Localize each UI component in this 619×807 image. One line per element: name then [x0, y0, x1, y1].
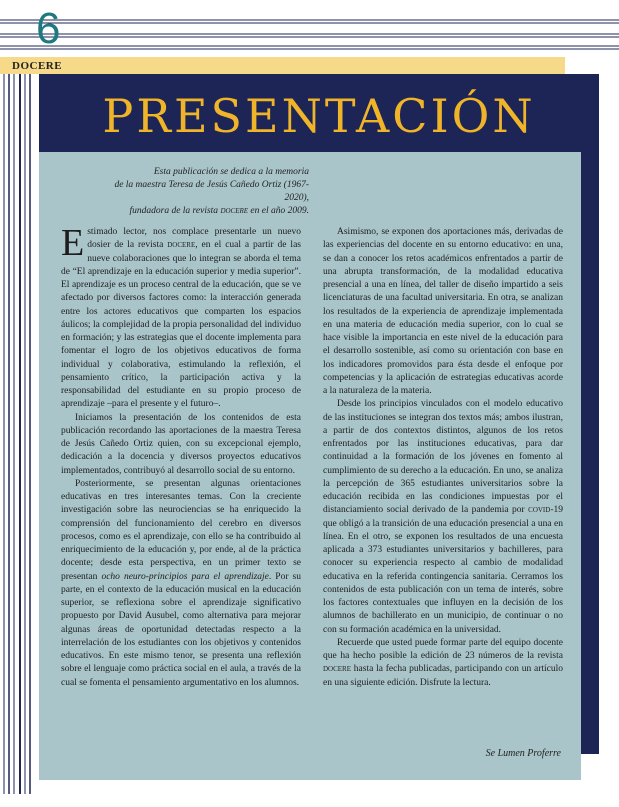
header-band: [0, 57, 565, 74]
paragraph-text: Recuerde que usted puede formar parte del equipo docente que ha hecho posible la edición de 23 números de la revista: [323, 637, 563, 661]
magazine-name-inline: docere: [167, 240, 196, 251]
magazine-name: DOCERE: [12, 60, 63, 72]
signature-motto: Se Lumen Proferre: [485, 748, 561, 759]
paragraph-text: . Por su parte, en el contexto de la educación musical en la educación superior, se reflexiona sobre el aprendizaje significativo propuesto por David Ausubel, como alternativa para mejorar algunas áreas de oportunidad detectadas respecto a la interrelación de los estudiantes con los objetivos y contenidos educativos. En este mismo tenor, se presenta una reflexión sobre el lenguaje como práctica social en el aula, a través de la cual se fomenta el pensamiento argumentativo en los alumnos.: [61, 571, 301, 688]
title-area: [39, 74, 599, 152]
article-body: [39, 152, 581, 780]
drop-cap: E: [61, 222, 85, 264]
italic-title: ocho neuro-principios para el aprendizaje: [101, 571, 269, 582]
header-rule-lines: [0, 0, 619, 60]
paragraph-tribute: Iniciamos la presentación de los contenidos de esta publicación recordando las aportaciones de la maestra Teresa de Jesús Cañedo Ortiz quien, con su excepcional ejemplo, dedicación a la docencia y diversos proyectos educativos implementados, contribuyó al desarrollo social de su entorno.: [61, 412, 301, 476]
magazine-name-inline: docere: [323, 664, 351, 675]
paragraph-text: Desde los principios vinculados con el modelo educativo de las instituciones se integran dos textos más; ambos ilustran, a partir de dos contextos distintos, algunos de los retos enfrentados por las instituciones educativas, para dar continuidad a la formación de los jóvenes en fomento al cumplimiento de su derecho a la educación. En uno, se analiza la percepción de 365 estudiantes universitarios sobre la educación recibida en las condiciones impuestas por el distanciamiento social derivado de la pandemia por: [323, 399, 563, 516]
dedication-line-3-a: fundadora de la revista: [129, 206, 221, 216]
left-column: [61, 222, 301, 690]
paragraph-institutions: [323, 398, 563, 637]
dedication-line-2: de la maestra Teresa de Jesús Cañedo Ortiz (1967-2020),: [114, 180, 309, 203]
dedication-line-3: [99, 205, 309, 218]
page-number: 6: [36, 4, 61, 53]
magazine-name-inline: docere: [220, 206, 249, 216]
paragraph-text: stimado lector, nos complace presentarle un nuevo dosier de la revista: [87, 227, 301, 251]
paragraph-text: -19 que obligó a la transición de una educación presencial a una en línea. En el otro, se exponen los resultados de una encuesta aplicada a 373 estudiantes universitarios y bachilleres, para conocer su experiencia respecto al cambio de modalidad educativa en la referida contingencia sanitaria. Cerramos los contenidos de esta publicación con un tema de interés, sobre los factores contextuales que influyen en la decisión de los alumnos de bachillerato en un municipio, de continuar o no con su formación académica en la universidad.: [323, 505, 563, 635]
page-title: PRESENTACIÓN: [102, 89, 536, 143]
left-decorative-bars: [0, 74, 40, 794]
dedication: [99, 166, 309, 218]
paragraph-text: , en el cual a partir de las nueve colaboraciones que lo integran se aborda el tema de “El aprendizaje en la educación superior y media superior”. El aprendizaje es un proceso central de la educación, que se ve afectado por diversos factores como: la interacción generada entre los actores educativos que comparten los espacios áulicos; la complejidad de la propia personalidad del individuo en formación; y las estrategias que el docente implementa para fomentar el logro de los objetivos educativos de forma individual y colaborativa, estimulando la reflexión, el pensamiento crítico, la participación activa y la responsabilidad del estudiante en su propio proceso de aprendizaje –para el presente y el futuro–.: [61, 240, 301, 410]
dedication-line-1: Esta publicación se dedica a la memoria: [153, 167, 309, 177]
dedication-line-3-b: en el año 2009.: [248, 206, 309, 216]
paragraph-text: Posteriormente, se presentan algunas orientaciones educativas en tres interesantes temas. Con la creciente investigación sobre las neurociencias se ha enriquecido la comprensión del funcionamiento del cerebro en diversos procesos, como es el aprendizaje, con ello se ha contribuido al enriquecimiento de la educación y, por ende, al de la práctica docente; desde esta perspectiva, en un primer texto se presentan: [61, 478, 301, 582]
paragraph-orientations: [61, 478, 301, 690]
paragraph-intro: [61, 222, 301, 412]
paragraph-text: hasta la fecha publicadas, participando con un artículo en una siguiente edición. Disfrute la lectura.: [323, 664, 563, 688]
paragraph-closing: [323, 637, 563, 690]
paragraph-contributions: Asimismo, se exponen dos aportaciones más, derivadas de las experiencias del docente en su entorno educativo: en una, se dan a conocer los retos académicos enfrentados a partir de una abrupta transformación, de la modalidad educativa presencial a una en línea, del taller de diseño impartido a seis licenciaturas de una facultad universitaria. En otra, se analizan los resultados de la experiencia de aprendizaje implementada en una materia de educación media superior, con lo cual se hace visible la importancia en este nivel de la educación para el desarrollo sostenible, así como su orientación con base en los indicadores promovidos para ésta desde el enfoque por competencias y la aplicación de estrategias educativas acorde a la naturaleza de la materia.: [323, 227, 563, 396]
right-column: [323, 226, 563, 690]
covid-inline: covid: [528, 505, 551, 516]
